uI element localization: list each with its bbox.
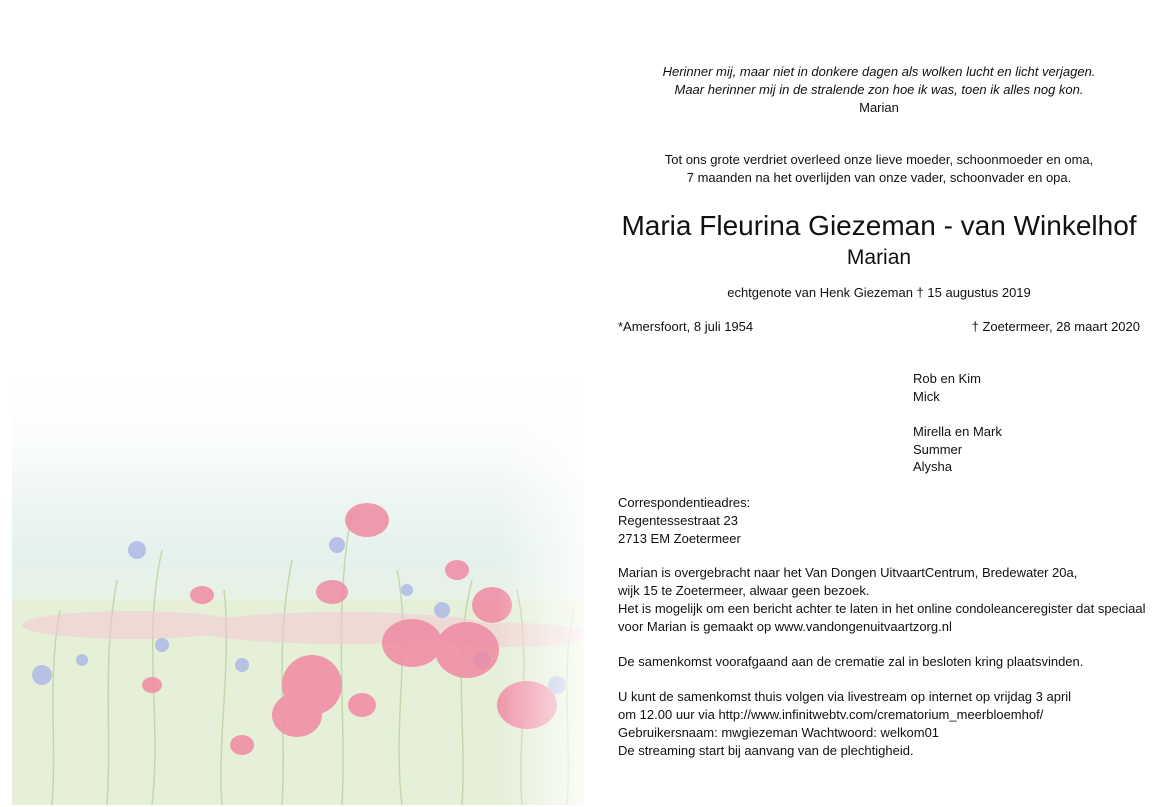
- info-line: De streaming start bij aanvang van de plechtigheid.: [618, 743, 914, 758]
- family-member: Alysha: [913, 459, 953, 474]
- info-line: Gebruikersnaam: mwgiezeman Wachtwoord: welkom01: [618, 725, 940, 740]
- family-member: Rob en Kim: [913, 371, 981, 386]
- birth-date: *Amersfoort, 8 juli 1954: [618, 319, 754, 334]
- family-member: Mick: [913, 388, 940, 404]
- info-line: om 12.00 uur via http://www.infinitwebtv.com/crematorium_meerbloemhof/: [618, 707, 1044, 722]
- deceased-full-name: Maria Fleurina Giezeman - van Winkelhof: [621, 210, 1137, 241]
- correspondence-address: [618, 494, 1140, 548]
- address-street: Regentessestraat 23: [618, 513, 738, 528]
- family-group: [913, 423, 1002, 476]
- info-line: wijk 15 te Zoetermeer, alwaar geen bezoek.: [618, 583, 870, 598]
- poem-line: Maar herinner mij in de stralende zon hoe ik was, toen ik alles nog kon.: [674, 82, 1084, 97]
- intro-line: Tot ons grote verdriet overleed onze lieve moeder, schoonmoeder en oma,: [664, 152, 1094, 167]
- spouse-line: echtgenote van Henk Giezeman † 15 augustus 2019: [727, 285, 1031, 300]
- deceased-nickname: Marian: [846, 246, 912, 269]
- info-line: voor Marian is gemaakt op www.vandongenuitvaartzorg.nl: [618, 619, 952, 634]
- info-paragraph: [618, 564, 1146, 636]
- poem-author: Marian: [859, 100, 899, 115]
- info-line: De samenkomst voorafgaand aan de crematie zal in besloten kring plaatsvinden.: [618, 654, 1084, 669]
- family-member: Mirella en Mark: [913, 424, 1002, 439]
- poem: [618, 63, 1140, 117]
- family-group: [913, 370, 981, 405]
- intro-line: 7 maanden na het overlijden van onze vader, schoonvader en opa.: [686, 170, 1072, 185]
- info-line: U kunt de samenkomst thuis volgen via livestream op internet op vrijdag 3 april: [618, 689, 1072, 704]
- announcement-intro: [618, 151, 1140, 187]
- info-line: Marian is overgebracht naar het Van Dongen UitvaartCentrum, Bredewater 20a,: [618, 565, 1078, 580]
- info-paragraph: [618, 688, 1140, 760]
- death-date: † Zoetermeer, 28 maart 2020: [971, 319, 1140, 334]
- funeral-info: [618, 564, 1146, 777]
- address-label: Correspondentieadres:: [618, 495, 751, 510]
- poem-line: Herinner mij, maar niet in donkere dagen als wolken lucht en licht verjagen.: [662, 64, 1096, 79]
- poppy-field-image: [12, 360, 584, 805]
- address-city: 2713 EM Zoetermeer: [618, 531, 741, 546]
- family-member: Summer: [913, 441, 963, 457]
- info-paragraph: [618, 653, 1140, 671]
- info-line: Het is mogelijk om een bericht achter te laten in het online condoleanceregister dat speciaal: [618, 601, 1146, 616]
